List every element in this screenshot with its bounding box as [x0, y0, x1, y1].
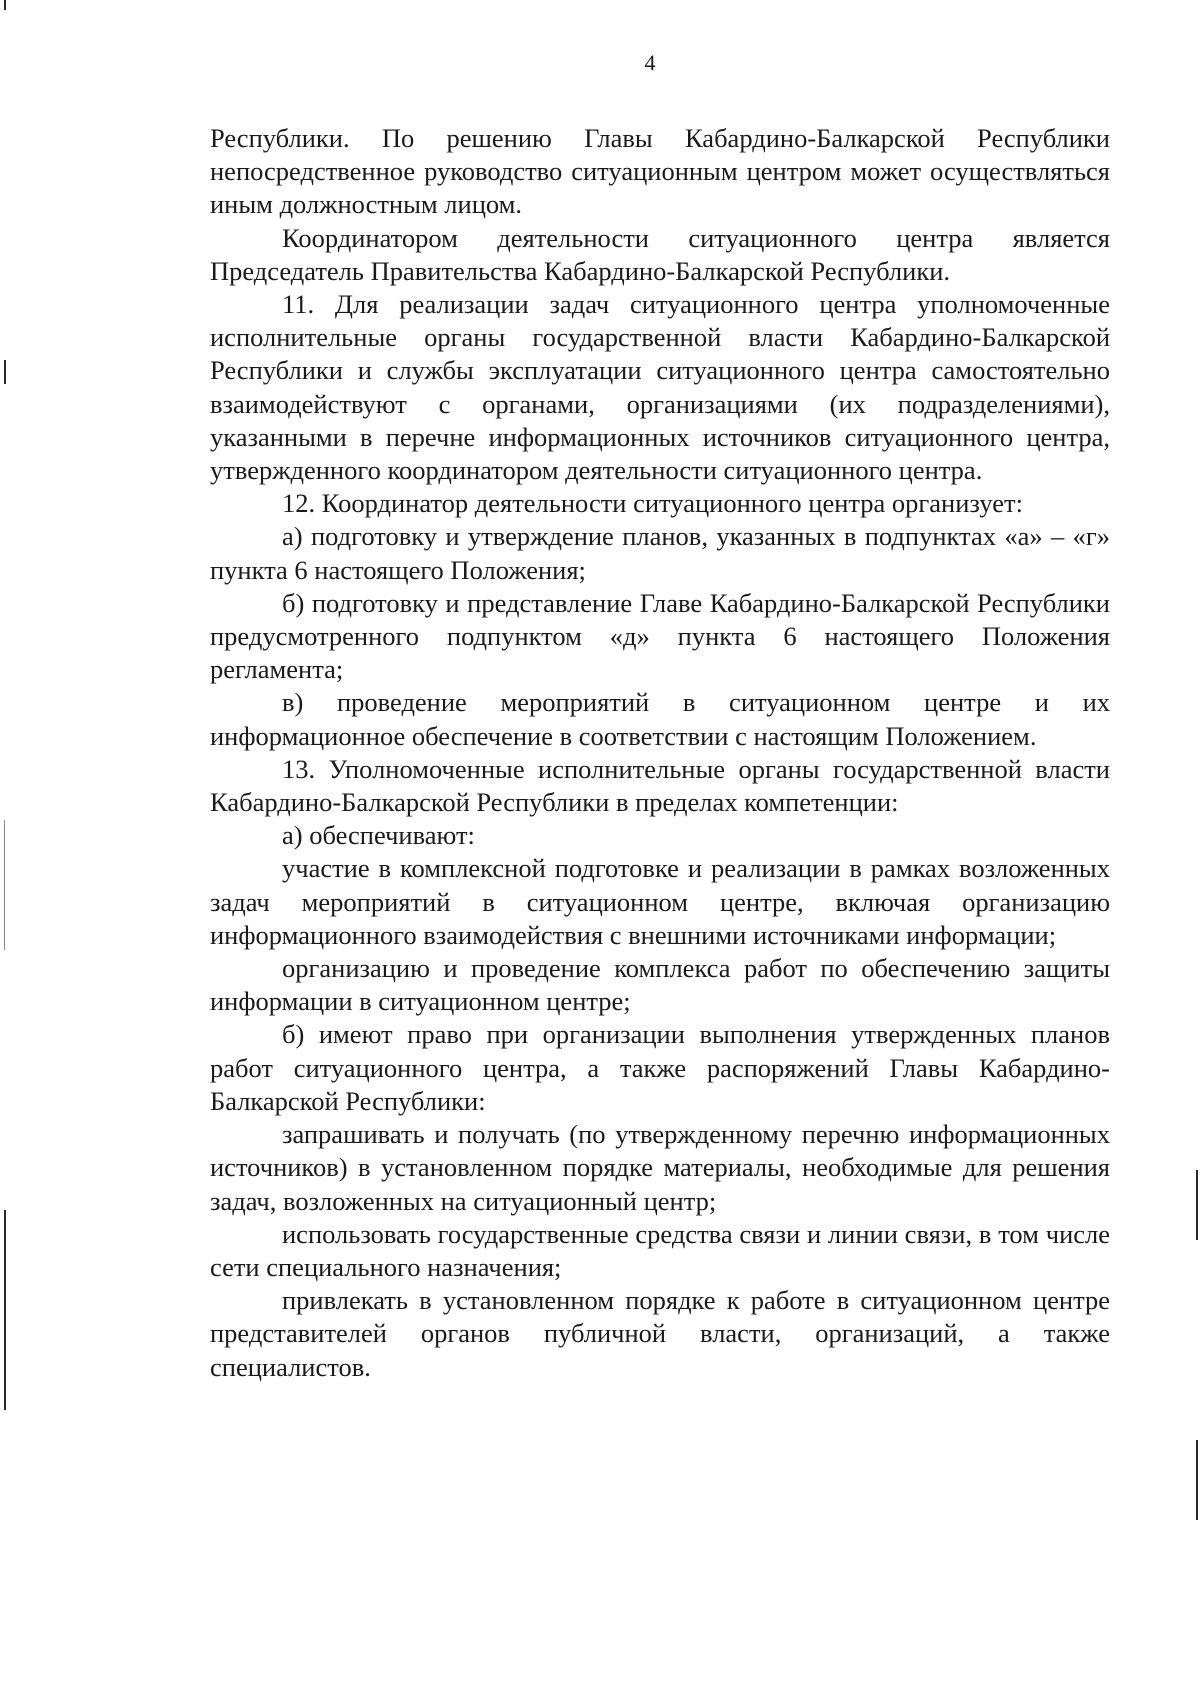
paragraph: 13. Уполномоченные исполнительные органы государственной власти Кабардино-Балкарской Республики в пределах компетенции: [210, 753, 1110, 818]
paragraph: запрашивать и получать (по утвержденному перечню информационных источников) в установленном порядке материалы, необходимые для решения задач, возложенных на ситуационный центр; [210, 1119, 1110, 1216]
scan-artifact [4, 820, 5, 950]
paragraph: 12. Координатор деятельности ситуационного центра организует: [282, 488, 1023, 519]
paragraph: 11. Для реализации задач ситуационного центра уполномоченные исполнительные органы государственной власти Кабардино-Балкарской Республики и службы эксплуатации ситуационного центра самостоятельно взаимодействуют с органами, организациями (их подразделениями), указанными в перечне информационных источников ситуационного центра, утвержденного координатором деятельности ситуационного центра. [210, 289, 1110, 486]
scan-artifact [4, 360, 6, 384]
paragraph: использовать государственные средства связи и линии связи, в том числе сети специального назначения; [210, 1218, 1110, 1282]
paragraph: Республики. По решению Главы Кабардино-Балкарской Республики непосредственное руководство ситуационным центром может осуществляться иным должностным лицом. [210, 123, 1110, 220]
paragraph: а) обеспечивают: [282, 820, 475, 851]
scan-artifact [4, 1210, 6, 1410]
page-number: 4 [644, 50, 656, 75]
paragraph: б) имеют право при организации выполнения утвержденных планов работ ситуационного центра, а также распоряжений Главы Кабардино-Балкарской Республики: [210, 1019, 1110, 1116]
paragraph: а) подготовку и утверждение планов, указанных в подпунктах «а» – «г» пункта 6 настоящего Положения; [210, 521, 1110, 585]
scan-artifact [4, 0, 6, 10]
paragraph: участие в комплексной подготовке и реализации в рамках возложенных задач мероприятий в ситуационном центре, включая организацию информационного взаимодействия с внешними источниками информации; [210, 853, 1110, 950]
paragraph: в) проведение мероприятий в ситуационном центре и их информационное обеспечение в соответствии с настоящим Положением. [210, 687, 1110, 751]
paragraph: привлекать в установленном порядке к работе в ситуационном центре представителей органов публичной власти, организаций, а также специалистов. [210, 1285, 1110, 1382]
scan-artifact [1196, 1440, 1198, 1520]
paragraph: Координатором деятельности ситуационного центра является Председатель Правительства Кабардино-Балкарской Республики. [210, 222, 1110, 286]
document-body [210, 122, 1110, 1384]
scan-artifact [1196, 1170, 1198, 1240]
paragraph: б) подготовку и представление Главе Кабардино-Балкарской Республики предусмотренного подпунктом «д» пункта 6 настоящего Положения регламента; [210, 587, 1110, 685]
paragraph: организацию и проведение комплекса работ по обеспечению защиты информации в ситуационном центре; [210, 953, 1110, 1017]
